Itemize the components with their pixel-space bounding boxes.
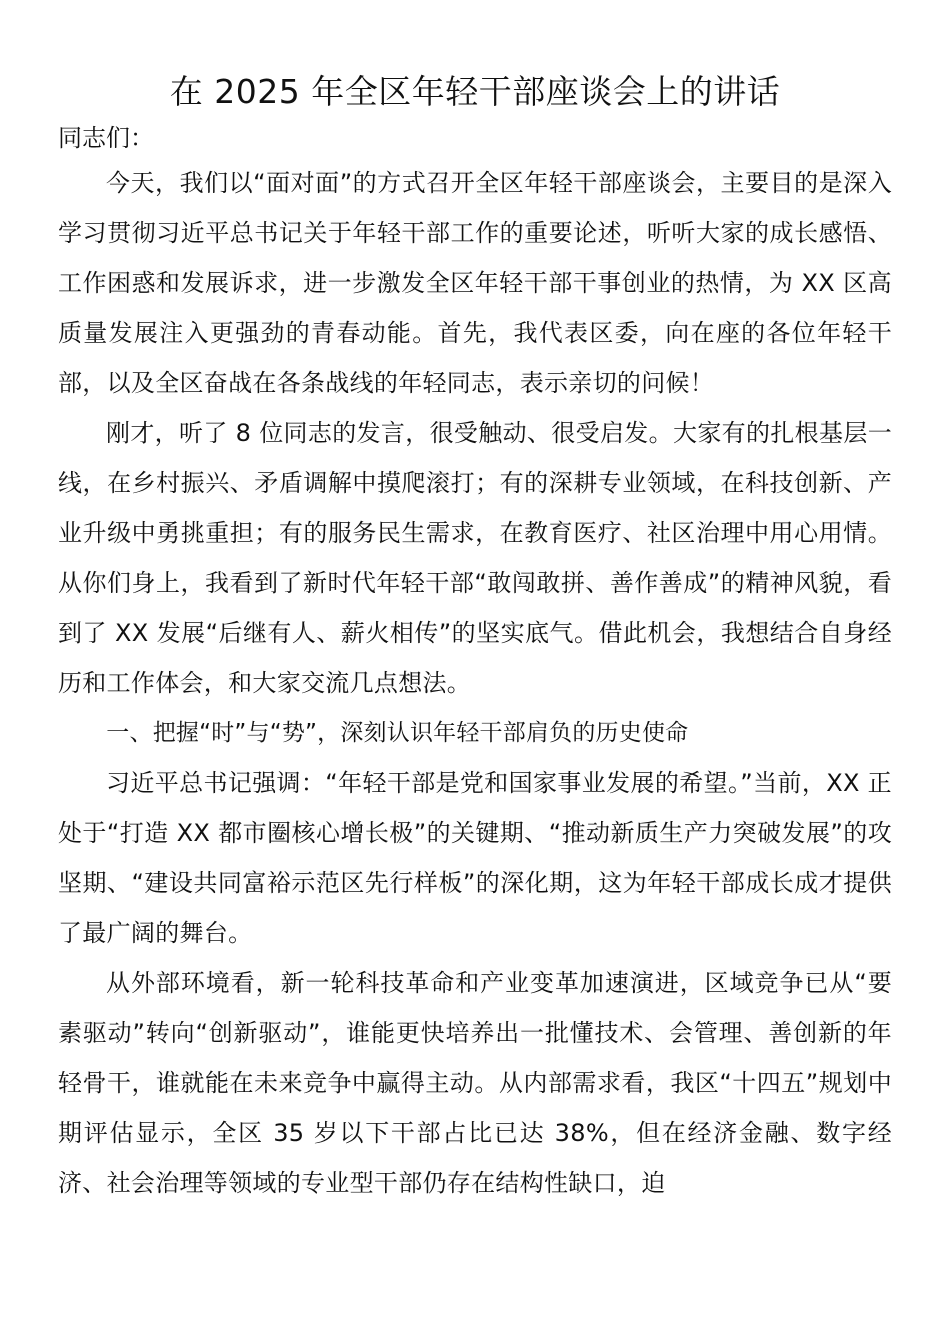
- salutation: 同志们：: [58, 124, 154, 152]
- paragraph-section-1-environment: 从外部环境看，新一轮科技革命和产业变革加速演进，区域竞争已从“要素驱动”转向“创新驱动”，谁能更快培养出一批懂技术、会管理、善创新的年轻骨干，谁就能在未来竞争中赢得主动。从内部需求看，我区“十四五”规划中期评估显示，全区 35 岁以下干部占比已达 38%，但在经济金融、数字经济、社会治理等领域的专业型干部仍存在结构性缺口，迫: [58, 969, 892, 1197]
- section-heading-1: 一、把握“时”与“势”，深刻认识年轻干部肩负的历史使命: [106, 720, 689, 746]
- document-title: 在 2025 年全区年轻干部座谈会上的讲话: [169, 72, 781, 111]
- paragraph-opening: 今天，我们以“面对面”的方式召开全区年轻干部座谈会，主要目的是深入学习贯彻习近平总书记关于年轻干部工作的重要论述，听听大家的成长感悟、工作困惑和发展诉求，进一步激发全区年轻干部干事创业的热情，为 XX 区高质量发展注入更强劲的青春动能。首先，我代表区委，向在座的各位年轻干部，以及全区奋战在各条战线的年轻同志，表示亲切的问候！: [58, 169, 892, 397]
- document-page: [58, 66, 892, 1208]
- paragraph-reflection: 刚才，听了 8 位同志的发言，很受触动、很受启发。大家有的扎根基层一线，在乡村振兴、矛盾调解中摸爬滚打；有的深耕专业领域，在科技创新、产业升级中勇挑重担；有的服务民生需求，在教育医疗、社区治理中用心用情。从你们身上，我看到了新时代年轻干部“敢闯敢拼、善作善成”的精神风貌，看到了 XX 发展“后继有人、薪火相传”的坚实底气。借此机会，我想结合自身经历和工作体会，和大家交流几点想法。: [58, 419, 892, 697]
- paragraph-section-1-intro: 习近平总书记强调：“年轻干部是党和国家事业发展的希望。”当前，XX 正处于“打造 XX 都市圈核心增长极”的关键期、“推动新质生产力突破发展”的攻坚期、“建设共同富裕示范区先行样板”的深化期，这为年轻干部成长成才提供了最广阔的舞台。: [58, 769, 892, 947]
